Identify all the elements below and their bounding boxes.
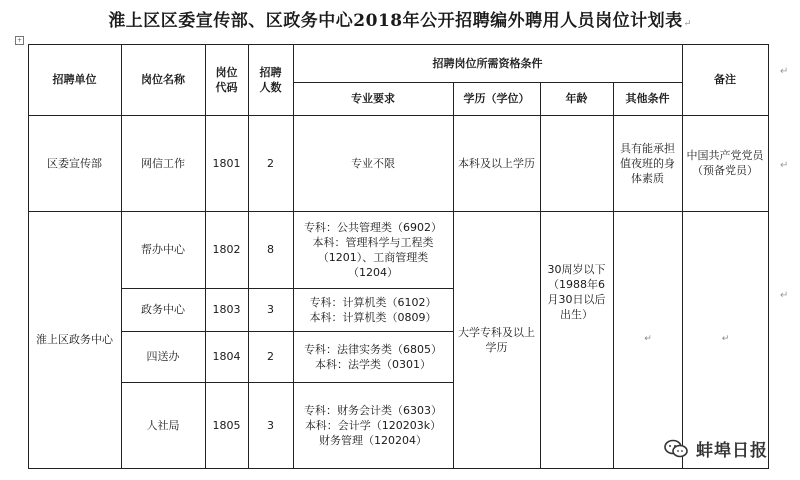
- header-education-text: 学历（学位）: [463, 92, 530, 105]
- cell-major-line: 专科：公共管理类（6902）: [304, 220, 442, 234]
- cell-major-line: 本科：计算机类（0809）: [309, 310, 437, 324]
- header-education: [453, 82, 540, 115]
- cell-count: [248, 382, 293, 468]
- cell-code: [205, 288, 248, 331]
- header-position-text: 岗位名称: [141, 73, 185, 86]
- cell-major-line: 本科：法学类（0301）: [315, 357, 431, 371]
- header-qualification: [293, 44, 682, 82]
- cell-other: [613, 211, 682, 468]
- header-other-text: 其他条件: [625, 92, 670, 105]
- cell-major-line: 专业不限: [351, 156, 395, 170]
- header-unit: [28, 44, 121, 115]
- header-position: [121, 44, 205, 115]
- cell-position: [121, 115, 205, 211]
- cell-position: [121, 382, 205, 468]
- header-code: [205, 44, 248, 115]
- cell-position-text: 政务中心: [141, 303, 185, 316]
- cell-count-text: 3: [267, 303, 274, 316]
- header-count-line: 人数: [259, 80, 282, 94]
- cell-education-text: 大学专科及以上学历: [458, 325, 535, 354]
- cell-remarks-text: ↵: [721, 334, 730, 344]
- cell-unit: [28, 211, 121, 468]
- cell-count-text: 2: [267, 156, 274, 170]
- cell-code: [205, 211, 248, 288]
- watermark: [664, 436, 768, 461]
- title-text: 淮上区区委宣传部、区政务中心2018年公开招聘编外聘用人员岗位计划表: [108, 11, 683, 31]
- header-remarks: [682, 44, 768, 115]
- cell-major-line: 财务管理（120204）: [319, 433, 427, 447]
- watermark-text: 蚌埠日报: [696, 441, 768, 461]
- cell-remarks-text: 中国共产党党员（预备党员）: [686, 149, 764, 177]
- cell-other: [613, 115, 682, 211]
- table-border: [28, 468, 769, 469]
- cell-count: [248, 288, 293, 331]
- header-other: [613, 82, 682, 115]
- cell-count: [248, 331, 293, 382]
- cell-major: [293, 331, 453, 382]
- cell-code-text: 1801: [212, 156, 241, 170]
- cell-count-text: 2: [267, 350, 274, 363]
- cell-major-line: 专科：法律实务类（6805）: [304, 342, 442, 356]
- cell-position-text: 人社局: [146, 418, 180, 432]
- cell-position-text: 四送办: [146, 350, 180, 363]
- cell-major: [293, 211, 453, 288]
- cell-count: [248, 211, 293, 288]
- cell-age: [540, 115, 613, 468]
- paragraph-mark: ↵: [683, 19, 692, 29]
- header-remarks-text: 备注: [714, 73, 736, 86]
- cell-code: [205, 331, 248, 382]
- wechat-bubbles-icon: [664, 439, 688, 459]
- cell-major-line: 专科：计算机类（6102）: [309, 295, 437, 309]
- cell-code: [205, 382, 248, 468]
- cell-major: [293, 115, 453, 211]
- header-major-text: 专业要求: [351, 92, 395, 105]
- paragraph-mark: ↵: [780, 66, 789, 77]
- paragraph-mark: ↵: [780, 290, 789, 301]
- header-code-line: 岗位: [215, 65, 238, 79]
- cell-position-text: 网信工作: [141, 156, 185, 170]
- header-count-line: 招聘: [259, 65, 282, 79]
- table-move-handle-icon[interactable]: +: [16, 37, 23, 44]
- cell-remarks: [682, 115, 768, 211]
- cell-position: [121, 211, 205, 288]
- cell-major-line: 专科：财务会计类（6303）: [304, 403, 442, 417]
- cell-position: [121, 331, 205, 382]
- cell-major: [293, 382, 453, 468]
- header-age: [540, 82, 613, 115]
- cell-unit-text: 区委宣传部: [47, 156, 102, 170]
- cell-other-text: ↵: [644, 334, 652, 344]
- cell-code-text: 1804: [212, 350, 241, 363]
- cell-remarks: [682, 211, 768, 468]
- cell-position: [121, 288, 205, 331]
- cell-code-text: 1803: [212, 303, 241, 316]
- cell-count-text: 3: [267, 418, 274, 432]
- document-title: [0, 6, 800, 31]
- paragraph-mark: ↵: [780, 160, 789, 171]
- cell-education: [453, 211, 540, 468]
- cell-age-text: 30周岁以下（1988年6月30日以后出生）: [547, 262, 606, 321]
- header-unit-text: 招聘单位: [52, 73, 97, 86]
- cell-education-text: 本科及以上学历: [458, 156, 535, 170]
- cell-other-text: 具有能承担值夜班的身体素质: [620, 141, 675, 185]
- header-code-line: 代码: [215, 80, 238, 94]
- cell-major-line: 本科：管理科学与工程类: [312, 235, 434, 249]
- cell-code-text: 1805: [212, 418, 241, 432]
- cell-unit: [28, 115, 121, 211]
- cell-major-line: 本科：会计学（120203k）: [304, 418, 442, 432]
- header-qualification-text: 招聘岗位所需资格条件: [432, 56, 543, 70]
- cell-code: [205, 115, 248, 211]
- cell-major-line: （1201）、工商管理类（1204）: [317, 250, 429, 279]
- header-count: [248, 44, 293, 115]
- table-border: [768, 44, 769, 468]
- cell-count-text: 8: [267, 243, 274, 256]
- cell-count: [248, 115, 293, 211]
- cell-code-text: 1802: [212, 243, 241, 256]
- cell-education: [453, 115, 540, 211]
- header-major: [293, 82, 453, 115]
- header-age-text: 年龄: [565, 92, 588, 105]
- cell-position-text: 帮办中心: [141, 243, 185, 256]
- cell-major: [293, 288, 453, 331]
- cell-unit-text: 淮上区政务中心: [36, 333, 113, 346]
